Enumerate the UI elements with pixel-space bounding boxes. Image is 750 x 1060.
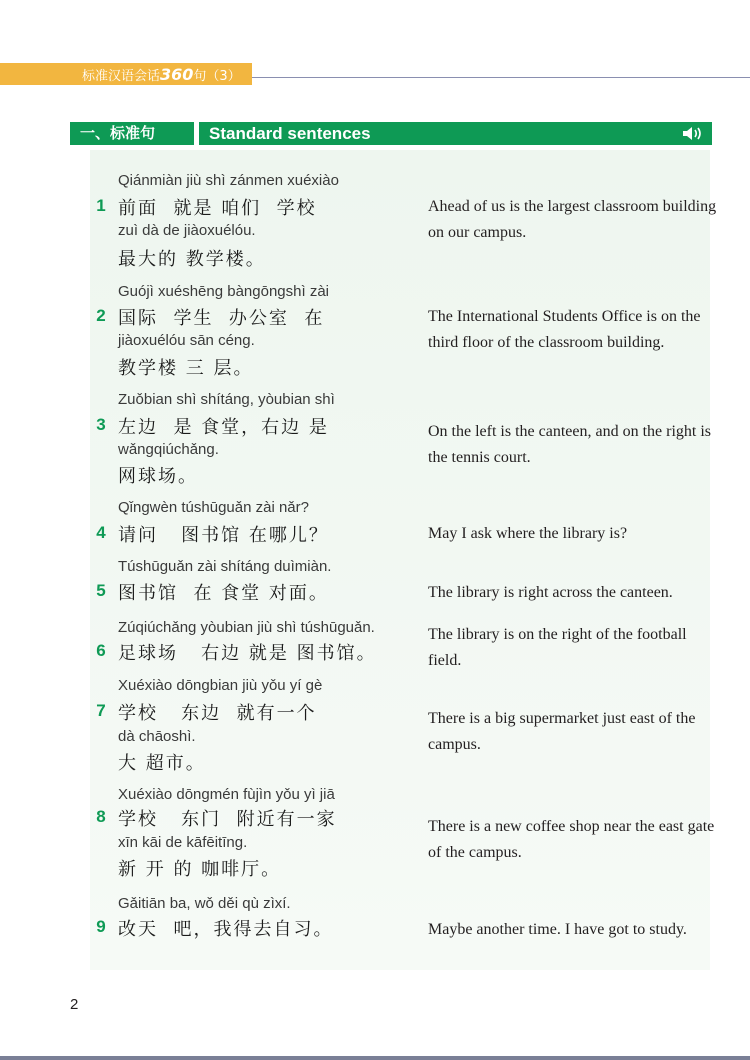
section-title-english: Standard sentences [209, 124, 371, 143]
speaker-icon[interactable] [682, 125, 704, 142]
page-number: 2 [70, 996, 79, 1013]
pinyin-line: Gǎitiān ba, wǒ děi qù zìxí. [118, 895, 291, 912]
book-title [82, 65, 241, 85]
sentence-number: 9 [96, 917, 106, 936]
hanzi-line: 图书馆 在 食堂 对面。 [118, 583, 329, 604]
english-translation: The library is on the right of the football field. [428, 626, 687, 669]
section-title-chinese: 一、标准句 [80, 124, 156, 142]
sentence-number: 1 [96, 196, 106, 215]
pinyin-line: Zúqiúchǎng yòubian jiù shì túshūguǎn. [118, 619, 375, 636]
book-title-number: 360 [160, 65, 194, 84]
hanzi-line: 大 超市。 [118, 753, 206, 774]
pinyin-line: Xuéxiào dōngmén fùjìn yǒu yì jiā [118, 786, 335, 803]
pinyin-line: Qiánmiàn jiù shì zánmen xuéxiào [118, 172, 339, 189]
hanzi-line: 请问 图书馆 在哪儿？ [118, 525, 329, 546]
bottom-rule [0, 1056, 750, 1060]
pinyin-line: Guójì xuéshēng bàngōngshì zài [118, 283, 329, 300]
sentence-number: 4 [96, 523, 106, 542]
sentence-number: 6 [96, 641, 106, 660]
hanzi-line: 改天 吧，我得去自习。 [118, 919, 334, 940]
pinyin-line: Xuéxiào dōngbian jiù yǒu yí gè [118, 677, 323, 694]
hanzi-line: 学校 东边 就有一个 [118, 703, 317, 724]
english-translation: On the left is the canteen, and on the right is the tennis court. [428, 423, 712, 466]
pinyin-line: Zuǒbian shì shítáng, yòubian shì [118, 391, 335, 408]
hanzi-line: 前面 就是 咱们 学校 [118, 198, 317, 219]
english-translation: There is a new coffee shop near the east gate of the campus. [428, 818, 715, 861]
hanzi-line: 学校 东门 附近有一家 [118, 809, 337, 830]
english-translation: There is a big supermarket just east of the campus. [428, 710, 696, 753]
hanzi-line: 新 开 的 咖啡厅。 [118, 859, 282, 880]
pinyin-line: Qǐngwèn túshūguǎn zài nǎr? [118, 499, 309, 516]
header-rule [252, 77, 750, 78]
book-title-prefix: 标准汉语会话 [82, 69, 161, 84]
section-divider [194, 122, 199, 145]
english-translation: Maybe another time. I have got to study. [428, 921, 687, 938]
english-translation: May I ask where the library is? [428, 525, 628, 542]
hanzi-line: 教学楼 三 层。 [118, 358, 254, 379]
section-heading-bar [70, 122, 712, 145]
pinyin-line: zuì dà de jiàoxuélóu. [118, 222, 256, 239]
sentence-number: 5 [96, 581, 106, 600]
pinyin-line: jiàoxuélóu sān céng. [118, 332, 255, 349]
sentence-number: 3 [96, 415, 106, 434]
pinyin-line: xīn kāi de kāfēitīng. [118, 834, 248, 851]
english-translation: The library is right across the canteen. [428, 584, 673, 601]
hanzi-line: 最大的 教学楼。 [118, 249, 266, 270]
pinyin-line: dà chāoshì. [118, 728, 196, 745]
hanzi-line: 足球场 右边 就是 图书馆。 [118, 643, 377, 664]
pinyin-line: Túshūguǎn zài shítáng duìmiàn. [118, 558, 332, 575]
sentence-number: 7 [96, 701, 106, 720]
book-title-suffix: 句（3） [193, 69, 241, 84]
pinyin-line: wǎngqiúchǎng. [118, 441, 219, 458]
english-translation: The International Students Office is on the third floor of the classroom building. [428, 308, 701, 351]
hanzi-line: 左边 是 食堂，右边 是 [118, 417, 329, 438]
hanzi-line: 网球场。 [118, 466, 198, 487]
sentence-number: 2 [96, 306, 106, 325]
english-translation: Ahead of us is the largest classroom building on our campus. [428, 198, 717, 241]
sentence-number: 8 [96, 807, 106, 826]
hanzi-line: 国际 学生 办公室 在 [118, 308, 325, 329]
